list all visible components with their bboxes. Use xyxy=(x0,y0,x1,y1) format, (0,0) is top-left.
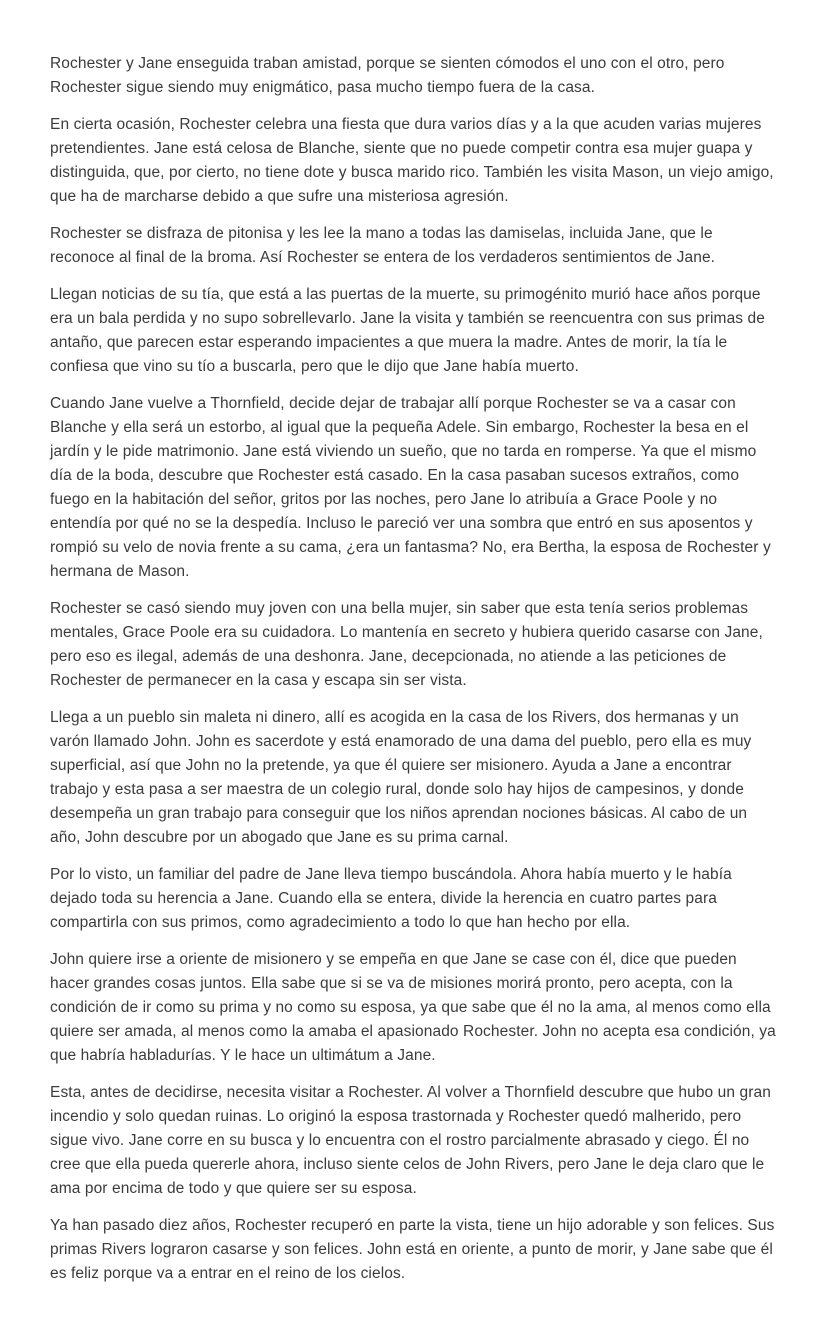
paragraph: Por lo visto, un familiar del padre de Jane lleva tiempo buscándola. Ahora había muerto y le había dejado toda su herencia a Jane. Cuando ella se entera, divide la herencia en cuatro partes para compartirla con sus primos, como agradecimiento a todo lo que han hecho por ella. xyxy=(50,866,732,931)
paragraph: En cierta ocasión, Rochester celebra una fiesta que dura varios días y a la que acuden varias mujeres pretendientes. Jane está celosa de Blanche, siente que no puede competir contra esa mujer guapa y distinguida, que, por cierto, no tiene dote y busca marido rico. También les visita Mason, un viejo amigo, que ha de marcharse debido a que sufre una misteriosa agresión. xyxy=(50,116,774,205)
paragraph: Rochester se disfraza de pitonisa y les lee la mano a todas las damiselas, incluida Jane, que le reconoce al final de la broma. Así Rochester se entera de los verdaderos sentimientos de Jane. xyxy=(50,225,716,266)
paragraph: Esta, antes de decidirse, necesita visitar a Rochester. Al volver a Thornfield descubre que hubo un gran incendio y solo quedan ruinas. Lo originó la esposa trastornada y Rochester quedó malherido, pero sigue vivo. Jane corre en su busca y lo encuentra con el rostro parcialmente abrasado y ciego. Él no cree que ella pueda quererle ahora, incluso siente celos de John Rivers, pero Jane le deja claro que le ama por encima de todo y que quiere ser su esposa. xyxy=(50,1084,771,1197)
document-body xyxy=(50,52,778,1286)
paragraph: Rochester se casó siendo muy joven con una bella mujer, sin saber que esta tenía serios problemas mentales, Grace Poole era su cuidadora. Lo mantenía en secreto y hubiera querido casarse con Jane, pero eso es ilegal, además de una deshonra. Jane, decepcionada, no atiende a las peticiones de Rochester de permanecer en la casa y escapa sin ser vista. xyxy=(50,600,763,689)
paragraph: Llega a un pueblo sin maleta ni dinero, allí es acogida en la casa de los Rivers, dos hermanas y un varón llamado John. John es sacerdote y está enamorado de una dama del pueblo, pero ella es muy superficial, así que John no la pretende, ya que él quiere ser misionero. Ayuda a Jane a encontrar trabajo y esta pasa a ser maestra de un colegio rural, donde solo hay hijos de campesinos, y donde desempeña un gran trabajo para conseguir que los niños aprendan nociones básicas. Al cabo de un año, John descubre por un abogado que Jane es su prima carnal. xyxy=(50,709,752,846)
paragraph: Rochester y Jane enseguida traban amistad, porque se sienten cómodos el uno con el otro, pero Rochester sigue siendo muy enigmático, pasa mucho tiempo fuera de la casa. xyxy=(50,55,725,96)
paragraph: Llegan noticias de su tía, que está a las puertas de la muerte, su primogénito murió hace años porque era un bala perdida y no supo sobrellevarlo. Jane la visita y también se reencuentra con sus primas de antaño, que parecen estar esperando impacientes a que muera la madre. Antes de morir, la tía le confiesa que vino su tío a buscarla, pero que le dijo que Jane había muerto. xyxy=(50,286,765,375)
paragraph: Ya han pasado diez años, Rochester recuperó en parte la vista, tiene un hijo adorable y son felices. Sus primas Rivers lograron casarse y son felices. John está en oriente, a punto de morir, y Jane sabe que él es feliz porque va a entrar en el reino de los cielos. xyxy=(50,1217,775,1282)
paragraph: John quiere irse a oriente de misionero y se empeña en que Jane se case con él, dice que pueden hacer grandes cosas juntos. Ella sabe que si se va de misiones morirá pronto, pero acepta, con la condición de ir como su prima y no como su esposa, ya que sabe que él no la ama, al menos como ella quiere ser amada, al menos como la amaba el apasionado Rochester. John no acepta esa condición, ya que habría habladurías. Y le hace un ultimátum a Jane. xyxy=(50,951,776,1064)
paragraph: Cuando Jane vuelve a Thornfield, decide dejar de trabajar allí porque Rochester se va a casar con Blanche y ella será un estorbo, al igual que la pequeña Adele. Sin embargo, Rochester la besa en el jardín y le pide matrimonio. Jane está viviendo un sueño, que no tarda en romperse. Ya que el mismo día de la boda, descubre que Rochester está casado. En la casa pasaban sucesos extraños, como fuego en la habitación del señor, gritos por las noches, pero Jane lo atribuía a Grace Poole y no entendía por qué no se la despedía. Incluso le pareció ver una sombra que entró en sus aposentos y rompió su velo de novia frente a su cama, ¿era un fantasma? No, era Bertha, la esposa de Rochester y hermana de Mason. xyxy=(50,395,771,580)
